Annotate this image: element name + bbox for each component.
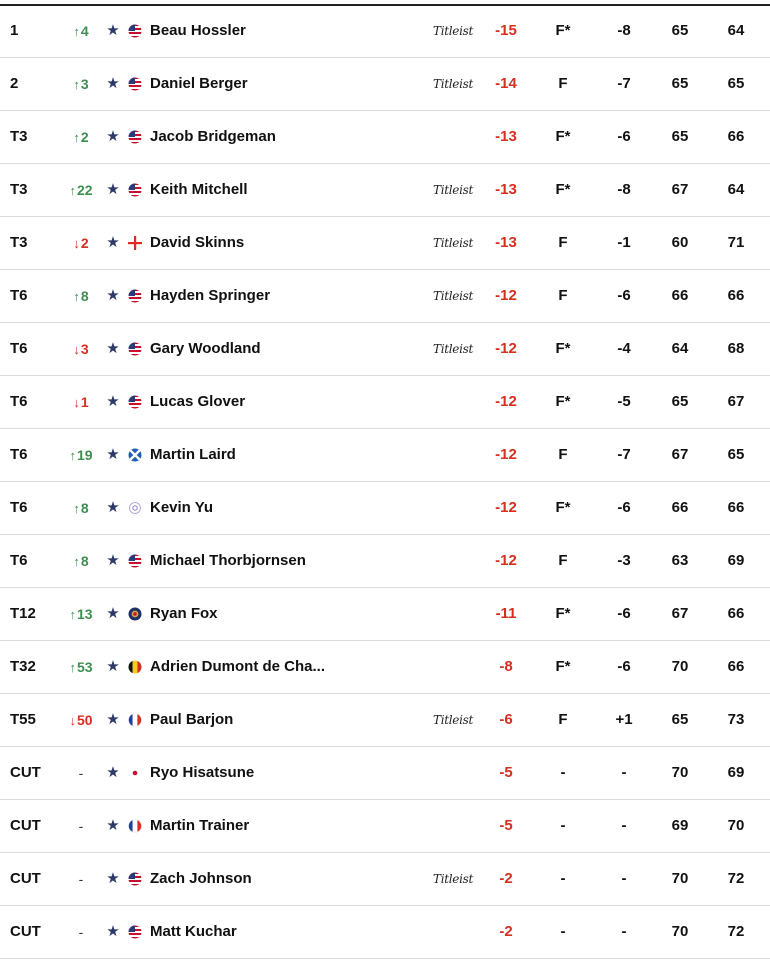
movement-cell [64, 58, 98, 110]
country-flag-icon [128, 501, 142, 515]
movement-value: 8 [80, 553, 89, 569]
position-cell: T6 [10, 499, 28, 516]
round-2-score-cell: 66 [727, 128, 745, 145]
thru-cell: F* [555, 128, 571, 145]
today-score-cell: - [621, 817, 627, 834]
player-name-link[interactable]: Jacob Bridgeman [150, 128, 276, 145]
arrow-down-icon: ↓ [73, 236, 80, 251]
movement-value: 13 [76, 606, 93, 622]
round-2-score-cell: 73 [727, 711, 745, 728]
favorite-star-icon[interactable]: ★ [106, 340, 120, 357]
position-cell: T3 [10, 234, 28, 251]
today-score-cell: -7 [617, 446, 631, 463]
thru-cell: F [558, 552, 568, 569]
titleist-logo-icon: Titleist [432, 77, 474, 91]
table-row[interactable] [0, 641, 770, 694]
round-2-score-cell: 66 [727, 287, 745, 304]
movement-cell [64, 111, 98, 163]
arrow-down-icon: ↓ [73, 395, 80, 410]
favorite-star-icon[interactable]: ★ [106, 552, 120, 569]
movement-cell [64, 641, 98, 693]
today-score-cell: -6 [617, 658, 631, 675]
today-score-cell: -7 [617, 75, 631, 92]
to-par-cell: -2 [499, 870, 513, 887]
movement-value: 2 [80, 129, 89, 145]
to-par-cell: -2 [499, 923, 513, 940]
leaderboard-table [0, 5, 770, 959]
movement-value: 1 [80, 394, 89, 410]
today-score-cell: -3 [617, 552, 631, 569]
round-2-score-cell: 66 [727, 605, 745, 622]
to-par-cell: -8 [499, 658, 513, 675]
player-name-link[interactable]: Martin Laird [150, 446, 236, 463]
round-1-score-cell: 66 [671, 287, 689, 304]
position-cell: T6 [10, 446, 28, 463]
today-score-cell: -6 [617, 128, 631, 145]
movement-cell [64, 535, 98, 587]
round-1-score-cell: 70 [671, 764, 689, 781]
today-score-cell: +1 [615, 711, 633, 728]
country-flag-icon [128, 448, 142, 462]
movement-cell [64, 323, 98, 375]
favorite-star-icon[interactable]: ★ [106, 658, 120, 675]
favorite-star-icon[interactable]: ★ [106, 181, 120, 198]
round-2-score-cell: 64 [727, 181, 745, 198]
player-name-link[interactable]: Hayden Springer [150, 287, 271, 304]
position-cell: CUT [10, 923, 41, 940]
to-par-cell: -12 [495, 287, 517, 304]
thru-cell: F* [555, 499, 571, 516]
player-name-link[interactable]: Michael Thorbjornsen [150, 552, 306, 569]
round-2-score-cell: 65 [727, 75, 745, 92]
table-row[interactable] [0, 906, 770, 959]
table-row[interactable] [0, 376, 770, 429]
round-1-score-cell: 65 [671, 711, 689, 728]
movement-cell [64, 853, 98, 905]
thru-cell: F [558, 711, 568, 728]
to-par-cell: -12 [495, 552, 517, 569]
today-score-cell: -4 [617, 340, 631, 357]
arrow-up-icon: ↑ [73, 24, 80, 39]
arrow-down-icon: ↓ [69, 713, 76, 728]
player-name-link[interactable]: Matt Kuchar [150, 923, 237, 940]
to-par-cell: -12 [495, 340, 517, 357]
table-row[interactable] [0, 323, 770, 376]
movement-value: 8 [80, 500, 89, 516]
movement-cell [64, 164, 98, 216]
table-row[interactable] [0, 694, 770, 747]
round-2-score-cell: 69 [727, 552, 745, 569]
movement-cell [64, 694, 98, 746]
round-1-score-cell: 63 [671, 552, 689, 569]
today-score-cell: -6 [617, 287, 631, 304]
movement-cell [64, 376, 98, 428]
player-name-link[interactable]: Adrien Dumont de Cha... [150, 658, 326, 675]
round-2-score-cell: 70 [727, 817, 745, 834]
today-score-cell: -8 [617, 181, 631, 198]
today-score-cell: -6 [617, 605, 631, 622]
player-name-link[interactable]: Gary Woodland [150, 340, 261, 357]
table-row[interactable] [0, 853, 770, 906]
arrow-up-icon: ↑ [69, 183, 76, 198]
table-row[interactable] [0, 58, 770, 111]
favorite-star-icon[interactable]: ★ [106, 499, 120, 516]
position-cell: CUT [10, 817, 41, 834]
movement-cell [64, 5, 98, 57]
movement-value: 19 [76, 447, 93, 463]
round-2-score-cell: 71 [727, 234, 745, 251]
movement-value: 3 [80, 341, 89, 357]
favorite-star-icon[interactable]: ★ [106, 128, 120, 145]
movement-value: 22 [76, 182, 93, 198]
player-name-link[interactable]: Paul Barjon [150, 711, 234, 728]
movement-cell [64, 906, 98, 958]
table-row[interactable] [0, 747, 770, 800]
round-2-score-cell: 66 [727, 658, 745, 675]
player-name-link[interactable]: Martin Trainer [150, 817, 250, 834]
favorite-star-icon[interactable]: ★ [106, 923, 120, 940]
to-par-cell: -6 [499, 711, 513, 728]
today-score-cell: -6 [617, 499, 631, 516]
round-1-score-cell: 70 [671, 870, 689, 887]
arrow-up-icon: ↑ [73, 130, 80, 145]
table-row[interactable] [0, 164, 770, 217]
round-1-score-cell: 65 [671, 393, 689, 410]
to-par-cell: -12 [495, 446, 517, 463]
round-1-score-cell: 70 [671, 658, 689, 675]
position-cell: T32 [10, 658, 36, 675]
favorite-star-icon[interactable]: ★ [106, 75, 120, 92]
player-name-link[interactable]: Keith Mitchell [150, 181, 248, 198]
position-cell: T6 [10, 340, 28, 357]
movement-value: 50 [76, 712, 93, 728]
table-row[interactable] [0, 111, 770, 164]
thru-cell: F* [555, 340, 571, 357]
country-flag-icon [128, 925, 142, 939]
country-flag-icon [128, 819, 142, 833]
table-row[interactable] [0, 482, 770, 535]
arrow-up-icon: ↑ [69, 660, 76, 675]
to-par-cell: -12 [495, 499, 517, 516]
round-2-score-cell: 64 [727, 22, 745, 39]
thru-cell: F* [555, 181, 571, 198]
country-flag-icon [128, 554, 142, 568]
movement-cell [64, 800, 98, 852]
country-flag-icon [128, 713, 142, 727]
round-2-score-cell: 69 [727, 764, 745, 781]
round-1-score-cell: 65 [671, 75, 689, 92]
player-name-link[interactable]: Ryo Hisatsune [150, 764, 255, 781]
round-2-score-cell: 67 [727, 393, 745, 410]
favorite-star-icon[interactable]: ★ [106, 605, 120, 622]
to-par-cell: -5 [499, 764, 513, 781]
thru-cell: - [560, 870, 566, 887]
thru-cell: F [558, 75, 568, 92]
movement-value: - [78, 765, 84, 781]
table-row[interactable] [0, 588, 770, 641]
to-par-cell: -12 [495, 393, 517, 410]
position-cell: CUT [10, 870, 41, 887]
player-name-link[interactable]: Beau Hossler [150, 22, 246, 39]
position-cell: 2 [10, 75, 19, 92]
favorite-star-icon[interactable]: ★ [106, 764, 120, 781]
to-par-cell: -11 [495, 605, 517, 622]
table-row[interactable] [0, 217, 770, 270]
round-2-score-cell: 72 [727, 923, 745, 940]
arrow-up-icon: ↑ [73, 77, 80, 92]
favorite-star-icon[interactable]: ★ [106, 393, 120, 410]
position-cell: T3 [10, 181, 28, 198]
player-name-link[interactable]: David Skinns [150, 234, 245, 251]
favorite-star-icon[interactable]: ★ [106, 446, 120, 463]
country-flag-icon [128, 342, 142, 356]
table-row[interactable] [0, 535, 770, 588]
country-flag-icon [128, 77, 142, 91]
round-1-score-cell: 66 [671, 499, 689, 516]
position-cell: 1 [10, 22, 19, 39]
position-cell: T6 [10, 393, 28, 410]
movement-value: - [78, 924, 84, 940]
today-score-cell: - [621, 764, 627, 781]
thru-cell: - [560, 764, 566, 781]
thru-cell: F [558, 446, 568, 463]
thru-cell: F [558, 234, 568, 251]
round-1-score-cell: 64 [671, 340, 689, 357]
round-1-score-cell: 69 [671, 817, 689, 834]
today-score-cell: -1 [617, 234, 631, 251]
round-2-score-cell: 65 [727, 446, 745, 463]
position-cell: T12 [10, 605, 36, 622]
titleist-logo-icon: Titleist [432, 872, 474, 886]
arrow-up-icon: ↑ [73, 501, 80, 516]
country-flag-icon [128, 395, 142, 409]
to-par-cell: -15 [495, 22, 517, 39]
position-cell: T6 [10, 287, 28, 304]
country-flag-icon [128, 183, 142, 197]
round-2-score-cell: 68 [727, 340, 745, 357]
favorite-star-icon[interactable]: ★ [106, 287, 120, 304]
thru-cell: F* [555, 393, 571, 410]
country-flag-icon [128, 872, 142, 886]
movement-cell [64, 747, 98, 799]
arrow-up-icon: ↑ [73, 554, 80, 569]
movement-cell [64, 270, 98, 322]
table-row[interactable] [0, 5, 770, 58]
titleist-logo-icon: Titleist [432, 342, 474, 356]
country-flag-icon [128, 766, 142, 780]
movement-value: 3 [80, 76, 89, 92]
player-name-link[interactable]: Zach Johnson [150, 870, 252, 887]
country-flag-icon [128, 607, 142, 621]
table-row[interactable] [0, 800, 770, 853]
thru-cell: F* [555, 605, 571, 622]
movement-cell [64, 482, 98, 534]
movement-value: - [78, 871, 84, 887]
movement-cell [64, 588, 98, 640]
titleist-logo-icon: Titleist [432, 24, 474, 38]
round-1-score-cell: 67 [671, 181, 689, 198]
table-row[interactable] [0, 429, 770, 482]
thru-cell: F* [555, 22, 571, 39]
round-1-score-cell: 65 [671, 22, 689, 39]
player-name-link[interactable]: Lucas Glover [150, 393, 246, 410]
round-1-score-cell: 67 [671, 605, 689, 622]
favorite-star-icon[interactable]: ★ [106, 234, 120, 251]
movement-cell [64, 217, 98, 269]
player-name-link[interactable]: Kevin Yu [150, 499, 214, 516]
to-par-cell: -5 [499, 817, 513, 834]
movement-value: 2 [80, 235, 89, 251]
to-par-cell: -13 [495, 181, 517, 198]
arrow-up-icon: ↑ [69, 607, 76, 622]
arrow-down-icon: ↓ [73, 342, 80, 357]
country-flag-icon [128, 24, 142, 38]
thru-cell: F* [555, 658, 571, 675]
arrow-up-icon: ↑ [73, 289, 80, 304]
today-score-cell: - [621, 870, 627, 887]
movement-value: - [78, 818, 84, 834]
to-par-cell: -14 [495, 75, 517, 92]
to-par-cell: -13 [495, 128, 517, 145]
today-score-cell: -8 [617, 22, 631, 39]
country-flag-icon [128, 236, 142, 250]
titleist-logo-icon: Titleist [432, 183, 474, 197]
movement-value: 8 [80, 288, 89, 304]
country-flag-icon [128, 660, 142, 674]
titleist-logo-icon: Titleist [432, 289, 474, 303]
table-row[interactable] [0, 270, 770, 323]
thru-cell: - [560, 923, 566, 940]
today-score-cell: - [621, 923, 627, 940]
movement-value: 4 [80, 23, 89, 39]
country-flag-icon [128, 130, 142, 144]
round-2-score-cell: 72 [727, 870, 745, 887]
thru-cell: - [560, 817, 566, 834]
position-cell: CUT [10, 764, 41, 781]
arrow-up-icon: ↑ [69, 448, 76, 463]
position-cell: T3 [10, 128, 28, 145]
thru-cell: F [558, 287, 568, 304]
player-name-link[interactable]: Daniel Berger [150, 75, 248, 92]
today-score-cell: -5 [617, 393, 631, 410]
favorite-star-icon[interactable]: ★ [106, 870, 120, 887]
round-1-score-cell: 65 [671, 128, 689, 145]
position-cell: T6 [10, 552, 28, 569]
favorite-star-icon[interactable]: ★ [106, 817, 120, 834]
to-par-cell: -13 [495, 234, 517, 251]
titleist-logo-icon: Titleist [432, 236, 474, 250]
movement-cell [64, 429, 98, 481]
player-name-link[interactable]: Ryan Fox [150, 605, 218, 622]
favorite-star-icon[interactable]: ★ [106, 22, 120, 39]
round-1-score-cell: 67 [671, 446, 689, 463]
round-2-score-cell: 66 [727, 499, 745, 516]
round-1-score-cell: 70 [671, 923, 689, 940]
country-flag-icon [128, 289, 142, 303]
position-cell: T55 [10, 711, 36, 728]
favorite-star-icon[interactable]: ★ [106, 711, 120, 728]
titleist-logo-icon: Titleist [432, 713, 474, 727]
movement-value: 53 [76, 659, 93, 675]
round-1-score-cell: 60 [671, 234, 689, 251]
